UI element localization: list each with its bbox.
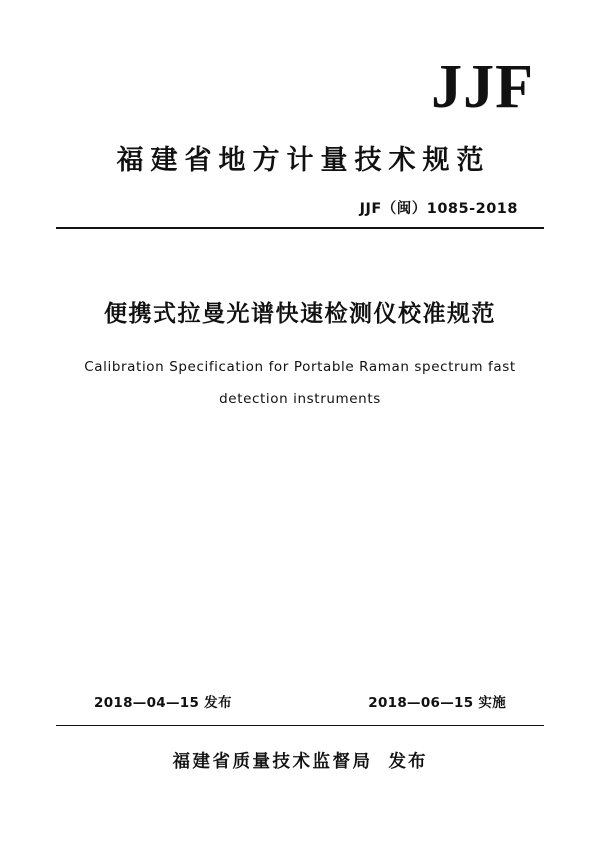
issuer-block xyxy=(56,748,544,773)
document-footer xyxy=(56,691,544,773)
document-title-chinese: 便携式拉曼光谱快速检测仪校准规范 xyxy=(104,301,496,327)
jjf-logo: JJF xyxy=(431,53,534,121)
issue-date: 2018—04—15 发布 xyxy=(94,695,232,711)
effective-date: 2018—06—15 实施 xyxy=(368,695,506,711)
issuer-verb: 发布 xyxy=(388,752,428,772)
issuer-name: 福建省质量技术监督局 xyxy=(172,752,373,772)
dates-row xyxy=(56,691,544,711)
standard-number: JJF（闽）1085-2018 xyxy=(359,201,518,217)
document-title-english-line1: Calibration Specification for Portable Raman spectrum fast xyxy=(84,359,516,375)
footer-divider xyxy=(56,725,544,726)
header-divider xyxy=(56,227,544,229)
document-title-english xyxy=(56,352,544,415)
title-section xyxy=(56,295,544,415)
document-title-english-line2: detection instruments xyxy=(219,390,381,407)
document-header xyxy=(56,0,544,229)
series-title-chinese: 福建省地方计量技术规范 xyxy=(116,145,491,176)
